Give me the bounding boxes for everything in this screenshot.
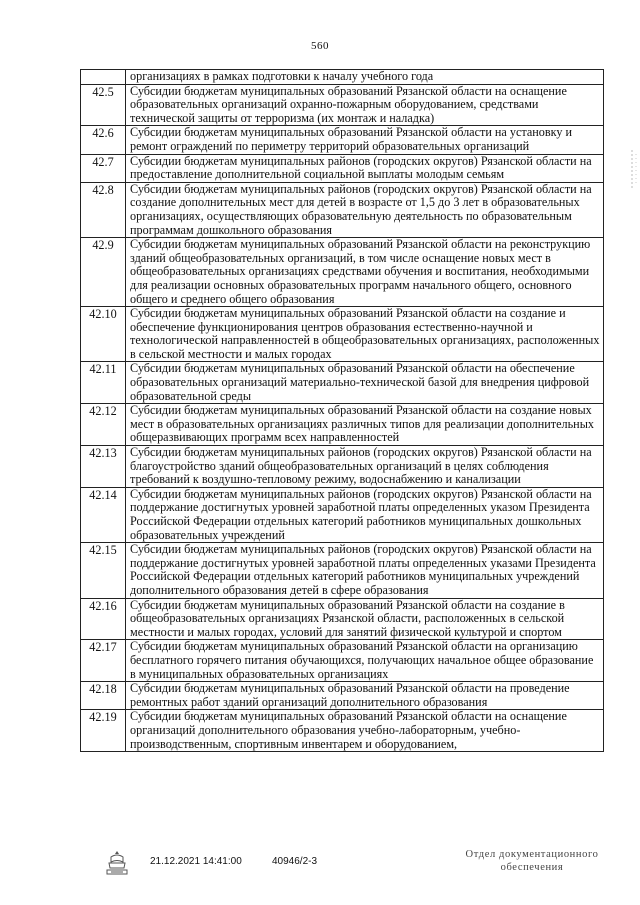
row-description: Субсидии бюджетам муниципальных образований Рязанской области на оснащение организаций дополнительного образования учебно-лабораторным, учебно-производственным, спортивным инвентарем и оборудованием, — [126, 710, 604, 752]
row-description: Субсидии бюджетам муниципальных образований Рязанской области на создание в общеобразовательных организациях Рязанской области, расположенных в сельской местности и малых городах, условий для занятий физической культурой и спортом — [126, 598, 604, 640]
row-description: Субсидии бюджетам муниципальных районов (городских округов) Рязанской области на поддержание достигнутых уровней заработной платы определенных указами Президента Российской Федерации отдельных категорий работников муниципальных учреждений дополнительного образования детей в сфере образования — [126, 543, 604, 598]
table-row — [81, 598, 604, 640]
row-number: 42.17 — [81, 640, 126, 682]
row-description: организациях в рамках подготовки к началу учебного года — [126, 70, 604, 85]
row-description: Субсидии бюджетам муниципальных образований Рязанской области на создание и обеспечение функционирования центров образования естественно-научной и технологической направленностей в общеобразовательных организациях, расположенных в сельской местности и малых городах — [126, 307, 604, 362]
row-description: Субсидии бюджетам муниципальных районов (городских округов) Рязанской области на благоустройство зданий общеобразовательных организаций в целях соблюдения требований к воздушно-тепловому режиму, водоснабжению и канализации — [126, 446, 604, 488]
scan-margin-marks — [628, 150, 640, 190]
budget-table — [80, 69, 604, 752]
row-description: Субсидии бюджетам муниципальных образований Рязанской области на организацию бесплатного горячего питания обучающихся, получающих начальное общее образование в муниципальных образовательных организациях — [126, 640, 604, 682]
print-timestamp: 21.12.2021 14:41:00 — [150, 856, 242, 867]
row-number: 42.14 — [81, 487, 126, 542]
row-number: 42.9 — [81, 238, 126, 307]
page-footer — [0, 848, 640, 898]
table-row — [81, 446, 604, 488]
row-description: Субсидии бюджетам муниципальных образований Рязанской области на оснащение образовательных организаций охранно-пожарным оборудованием, средствами технической защиты от терроризма (их монтаж и наладка) — [126, 84, 604, 126]
row-number — [81, 70, 126, 85]
table-body — [81, 70, 604, 752]
table-row — [81, 182, 604, 237]
row-number: 42.10 — [81, 307, 126, 362]
table-row — [81, 710, 604, 752]
row-description: Субсидии бюджетам муниципальных образований Рязанской области на реконструкцию зданий общеобразовательных организаций, в том числе оснащение новых мест в общеобразовательных организациях средствами обучения и воспитания, необходимыми для реализации основных образовательных программ начального общего, основного общего и среднего общего образования — [126, 238, 604, 307]
department-stamp — [452, 848, 612, 874]
row-number: 42.15 — [81, 543, 126, 598]
row-description: Субсидии бюджетам муниципальных районов (городских округов) Рязанской области на создание дополнительных мест для детей в возрасте от 1,5 до 3 лет в образовательных организациях, осуществляющих образовательную деятельность по образовательным программам дошкольного образования — [126, 182, 604, 237]
row-number: 42.19 — [81, 710, 126, 752]
row-description: Субсидии бюджетам муниципальных районов (городских округов) Рязанской области на предоставление дополнительной социальной выплаты молодым семьям — [126, 154, 604, 182]
table-row — [81, 126, 604, 154]
table-row — [81, 682, 604, 710]
table-row — [81, 307, 604, 362]
table-row — [81, 362, 604, 404]
table-row — [81, 84, 604, 126]
row-number: 42.8 — [81, 182, 126, 237]
row-number: 42.5 — [81, 84, 126, 126]
row-number: 42.7 — [81, 154, 126, 182]
row-number: 42.18 — [81, 682, 126, 710]
table-row — [81, 404, 604, 446]
table-row — [81, 543, 604, 598]
table-row — [81, 70, 604, 85]
page-number: 560 — [311, 40, 329, 52]
row-number: 42.11 — [81, 362, 126, 404]
table-row — [81, 154, 604, 182]
row-description: Субсидии бюджетам муниципальных образований Рязанской области на проведение ремонтных работ зданий организаций дополнительного образования — [126, 682, 604, 710]
stamp-line-2: обеспечения — [500, 862, 564, 873]
coat-of-arms-icon — [104, 850, 130, 876]
row-description: Субсидии бюджетам муниципальных образований Рязанской области на установку и ремонт ограждений по периметру территорий образовательных организаций — [126, 126, 604, 154]
table-row — [81, 487, 604, 542]
row-number: 42.6 — [81, 126, 126, 154]
row-description: Субсидии бюджетам муниципальных образований Рязанской области на создание новых мест в образовательных организациях различных типов для реализации дополнительных общеразвивающих программ всех направленностей — [126, 404, 604, 446]
row-number: 42.16 — [81, 598, 126, 640]
stamp-line-1: Отдел документационного — [465, 849, 599, 860]
table-row — [81, 640, 604, 682]
row-description: Субсидии бюджетам муниципальных образований Рязанской области на обеспечение образовательных организаций материально-технической базой для внедрения цифровой образовательной среды — [126, 362, 604, 404]
document-number: 40946/2-3 — [272, 856, 318, 867]
table-row — [81, 238, 604, 307]
row-number: 42.12 — [81, 404, 126, 446]
row-description: Субсидии бюджетам муниципальных районов (городских округов) Рязанской области на поддержание достигнутых уровней заработной платы определенных указом Президента Российской Федерации отдельных категорий работников муниципальных дошкольных образовательных учреждений — [126, 487, 604, 542]
row-number: 42.13 — [81, 446, 126, 488]
